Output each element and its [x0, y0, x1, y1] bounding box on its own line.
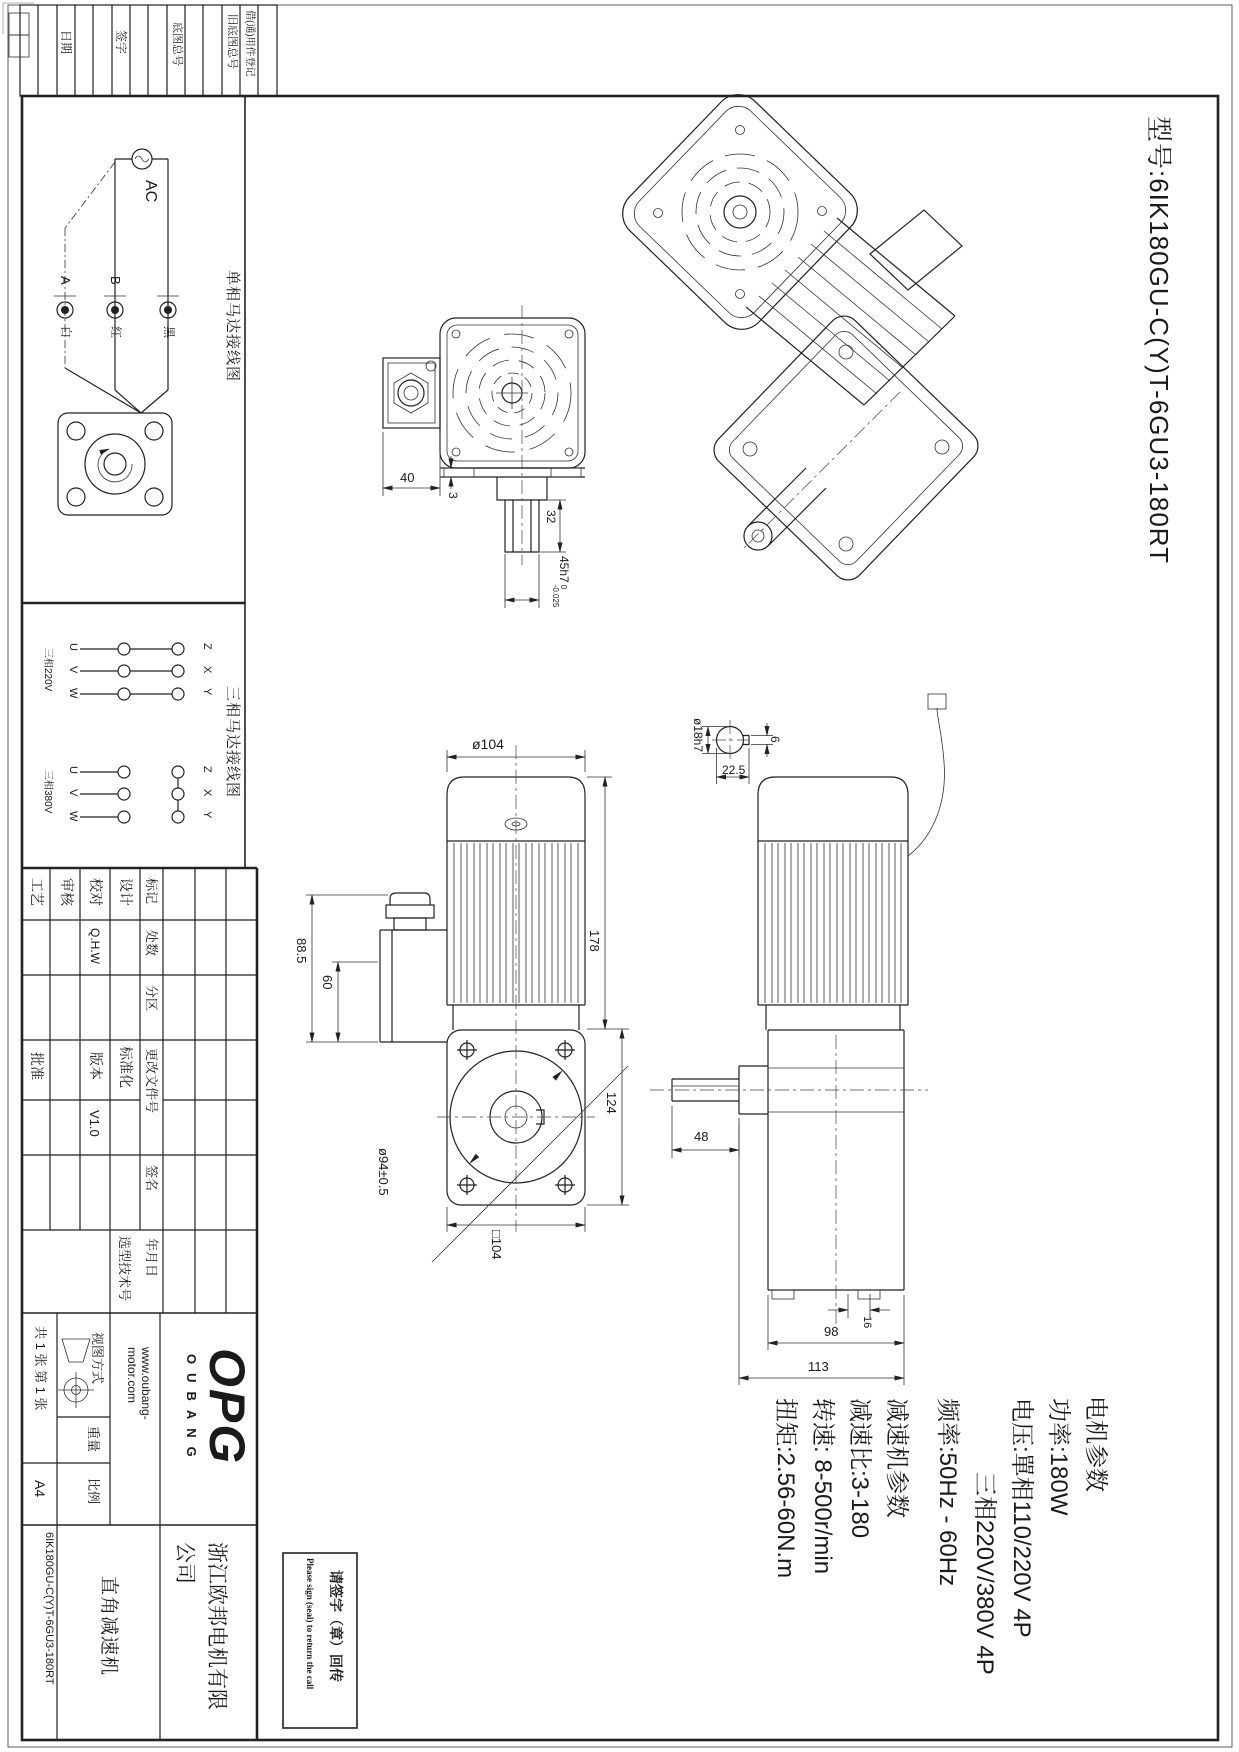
wiring1-terminal-a: A: [58, 276, 73, 285]
dim-60: 60: [320, 975, 335, 990]
tb-fenqu: 分区: [144, 985, 159, 1012]
company-name-line1: 浙江欧邦电机有限: [205, 1542, 228, 1710]
dim-40: 40: [400, 470, 415, 485]
tb-shenhe: 审核: [59, 878, 75, 906]
dim-32: 32: [544, 510, 558, 524]
dim-dia94: ø94±0.5: [376, 1148, 391, 1196]
dim-3: 3: [446, 492, 460, 499]
sign-note-en: Please sign (seal) to return the call: [305, 1558, 315, 1690]
tb-biaozhunhua: 标准化: [118, 1046, 134, 1088]
tb-pizhun: 批准: [29, 1052, 45, 1080]
tb-chushu: 处数: [144, 930, 159, 957]
margin-label-old-base-no: 旧底图总号: [226, 14, 238, 69]
brand-logo: OPG: [199, 1348, 255, 1466]
tb-designer: Q.H.W: [88, 928, 102, 964]
dim-98: 98: [824, 1324, 839, 1339]
motor-frequency: 频率:50Hz - 60Hz: [934, 1398, 961, 1587]
wiring2-caption: 三相马达接线图: [224, 686, 241, 799]
dim-sq104: □104: [489, 1230, 504, 1260]
tb-qianming: 签名: [144, 1165, 159, 1192]
wiring2-v2: V: [67, 789, 79, 797]
isometric-view: [613, 85, 985, 587]
dim-shaft-fit: [550, 556, 570, 607]
motor-params-heading: 电机参数: [1082, 1396, 1109, 1492]
margin-label-base-no: 底图总号: [171, 22, 183, 66]
wiring2-group-380v: 三相380V: [42, 770, 53, 814]
wiring2-v1: V: [67, 666, 79, 674]
tol-upper: 0: [559, 584, 568, 590]
product-name: 直角减速机: [98, 1576, 119, 1677]
wiring1-terminal-b: B: [108, 276, 123, 285]
wiring1-ac-label: AC: [142, 180, 159, 203]
tb-xuanxing: 选型技术号: [117, 1236, 132, 1302]
tb-zhongliang: 重量: [86, 1426, 101, 1453]
tb-biaoji: 标记: [144, 878, 159, 905]
dim-48: 48: [694, 1129, 709, 1144]
wiring2-u2: U: [67, 766, 79, 774]
gear-speed: 转速: 8-500r/min: [809, 1398, 836, 1575]
wiring2-x2: X: [201, 789, 213, 797]
tb-sheets: 共 1 张 第 1 张: [33, 1326, 48, 1411]
motor-voltage2: 三相220V/380V 4P: [971, 1472, 998, 1675]
dim-dia18h7: ø18h7: [691, 718, 705, 753]
website-line2: motor.com: [125, 1347, 139, 1404]
motor-power: 功率:180W: [1045, 1398, 1072, 1516]
brand-logo-sub: OUBANG: [184, 1354, 199, 1466]
drawing-number: 6IK180GU-C(Y)T-6GU3-180RT: [43, 1532, 55, 1685]
wiring2-group-220v: 三相220V: [42, 648, 53, 692]
dim-dia104: ø104: [472, 736, 504, 752]
tb-jiaodui: 校对: [88, 878, 104, 906]
motor-voltage: 电压:單相110/220V 4P: [1008, 1398, 1035, 1638]
tol-lower: -0.025: [550, 584, 560, 608]
website-line1: www.oubang-: [139, 1347, 153, 1420]
wiring1-caption: 单相马达接线图: [224, 270, 241, 383]
margin-label-borrowed: 借(通)用件登记: [244, 10, 255, 77]
dim-88-5: 88.5: [294, 938, 309, 964]
tb-shitu: 视图方式: [90, 1332, 105, 1385]
sign-note-cn: 请签字（章）回传: [328, 1570, 344, 1682]
wiring2-w2: W: [67, 811, 79, 822]
side-view: [650, 694, 946, 1385]
gear-ratio: 减速比:3-180: [846, 1398, 873, 1539]
front-view: [306, 745, 629, 1262]
wiring2-x1: X: [201, 666, 213, 674]
dim-22-5: 22.5: [722, 763, 746, 777]
sign-note-box: [283, 1553, 357, 1728]
tb-size: A4: [32, 1480, 48, 1498]
gear-torque: 扭矩:2.56-60N.m: [772, 1398, 799, 1579]
dim-178: 178: [587, 930, 602, 952]
wiring2-u1: U: [67, 643, 79, 651]
tb-version: V1.0: [87, 1110, 102, 1137]
wiring2-y2: Y: [201, 811, 213, 819]
dim-16: 16: [861, 1316, 873, 1329]
tb-nianyueri: 年月日: [144, 1238, 159, 1278]
tb-gongyi: 工艺: [29, 878, 45, 906]
dim-6: 6: [768, 736, 782, 743]
company-name-line2: 公司: [173, 1542, 196, 1584]
dim-113: 113: [808, 1359, 829, 1374]
model-title: 型号:6IK180GU-C(Y)T-6GU3-180RT: [1144, 116, 1174, 564]
tb-sheji: 设计: [118, 878, 134, 906]
wiring1-wire-red: 红: [109, 326, 123, 339]
wiring1-wire-white: 白: [59, 326, 73, 339]
wiring2-w1: W: [67, 688, 79, 699]
tb-bili: 比例: [86, 1478, 101, 1505]
wiring2-y1: Y: [201, 688, 213, 696]
three-phase-wiring: [80, 643, 184, 823]
wiring2-z1: Z: [201, 643, 213, 650]
dim-shaft-fit-base: 45h7: [557, 556, 571, 583]
margin-label-date: 日期: [59, 30, 73, 55]
tb-banben: 版本: [88, 1052, 104, 1080]
wiring1-wire-black: 黑: [162, 326, 176, 339]
wiring2-z2: Z: [201, 766, 213, 773]
tb-wenjian: 更改文件号: [144, 1048, 159, 1114]
margin-label-signature: 签字: [114, 30, 128, 55]
dim-shaft-fit-tolerance: [550, 585, 567, 608]
gear-params-heading: 减速机参数: [883, 1398, 910, 1518]
dim-124: 124: [604, 1092, 619, 1114]
